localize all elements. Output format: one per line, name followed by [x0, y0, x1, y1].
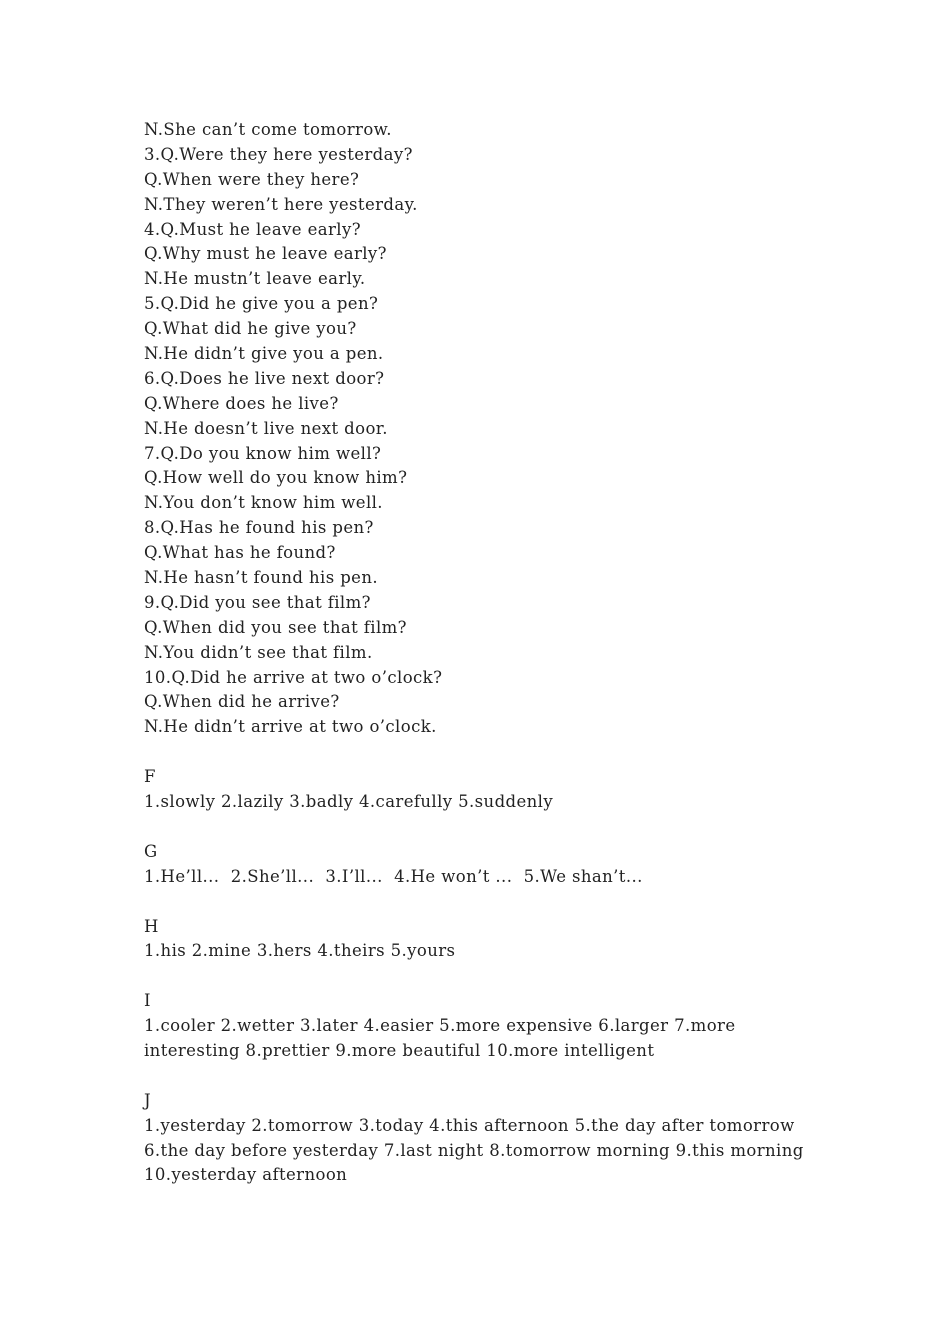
section-h	[144, 915, 824, 965]
answer-line: 1.his 2.mine 3.hers 4.theirs 5.yours	[144, 941, 456, 961]
answer-line: 4.Q.Must he leave early?	[144, 219, 361, 239]
answer-line: 1.cooler 2.wetter 3.later 4.easier 5.more expensive 6.larger 7.more	[144, 1016, 736, 1036]
section-heading: J	[144, 1090, 152, 1110]
answer-line: 1.yesterday 2.tomorrow 3.today 4.this afternoon 5.the day after tomorrow	[144, 1115, 795, 1135]
answer-line: 6.the day before yesterday 7.last night 8.tomorrow morning 9.this morning	[144, 1140, 804, 1160]
answer-line: 1.slowly 2.lazily 3.badly 4.carefully 5.suddenly	[144, 792, 554, 812]
answer-line: 7.Q.Do you know him well?	[144, 443, 382, 463]
section-heading: F	[144, 767, 156, 787]
answer-line: Q.How well do you know him?	[144, 468, 408, 488]
section-i	[144, 989, 824, 1064]
answer-line: N.He didn’t give you a pen.	[144, 344, 384, 364]
answer-line: N.You didn’t see that film.	[144, 642, 373, 662]
answer-line: Q.When did he arrive?	[144, 692, 340, 712]
answer-line: N.She can’t come tomorrow.	[144, 120, 392, 139]
answer-line: N.They weren’t here yesterday.	[144, 194, 418, 214]
section-spacer	[144, 740, 824, 765]
section-j	[144, 1089, 824, 1189]
questions-block	[144, 118, 824, 740]
answer-line: Q.When were they here?	[144, 169, 360, 189]
answer-line: interesting 8.prettier 9.more beautiful 10.more intelligent	[144, 1040, 655, 1060]
answer-line: N.He hasn’t found his pen.	[144, 568, 379, 588]
answer-line: N.He didn’t arrive at two o’clock.	[144, 717, 437, 737]
answer-line: Q.What did he give you?	[144, 319, 357, 339]
answer-line: Q.What has he found?	[144, 543, 336, 563]
answer-line: Q.Where does he live?	[144, 393, 339, 413]
section-g	[144, 840, 824, 890]
section-heading: G	[144, 841, 158, 861]
answer-line: 8.Q.Has he found his pen?	[144, 518, 374, 538]
section-spacer	[144, 1064, 824, 1089]
answer-line: Q.Why must he leave early?	[144, 244, 387, 264]
answer-line: 9.Q.Did you see that film?	[144, 592, 371, 612]
section-spacer	[144, 890, 824, 915]
answer-line: Q.When did you see that film?	[144, 617, 407, 637]
answer-line: N.He doesn’t live next door.	[144, 418, 388, 438]
answer-key-document	[144, 118, 824, 1188]
section-spacer	[144, 815, 824, 840]
answer-line: N.He mustn’t leave early.	[144, 269, 366, 289]
answer-line: 5.Q.Did he give you a pen?	[144, 294, 379, 314]
section-f	[144, 765, 824, 815]
answer-line: 6.Q.Does he live next door?	[144, 368, 385, 388]
section-heading: H	[144, 916, 159, 936]
section-spacer	[144, 964, 824, 989]
answer-line: 10.Q.Did he arrive at two o’clock?	[144, 667, 443, 687]
answer-line: 3.Q.Were they here yesterday?	[144, 144, 413, 164]
section-heading: I	[144, 991, 151, 1011]
answer-line: N.You don’t know him well.	[144, 493, 383, 513]
answer-line: 1.He’ll... 2.She’ll... 3.I’ll... 4.He won’t ... 5.We shan’t...	[144, 866, 643, 886]
answer-line: 10.yesterday afternoon	[144, 1165, 348, 1185]
